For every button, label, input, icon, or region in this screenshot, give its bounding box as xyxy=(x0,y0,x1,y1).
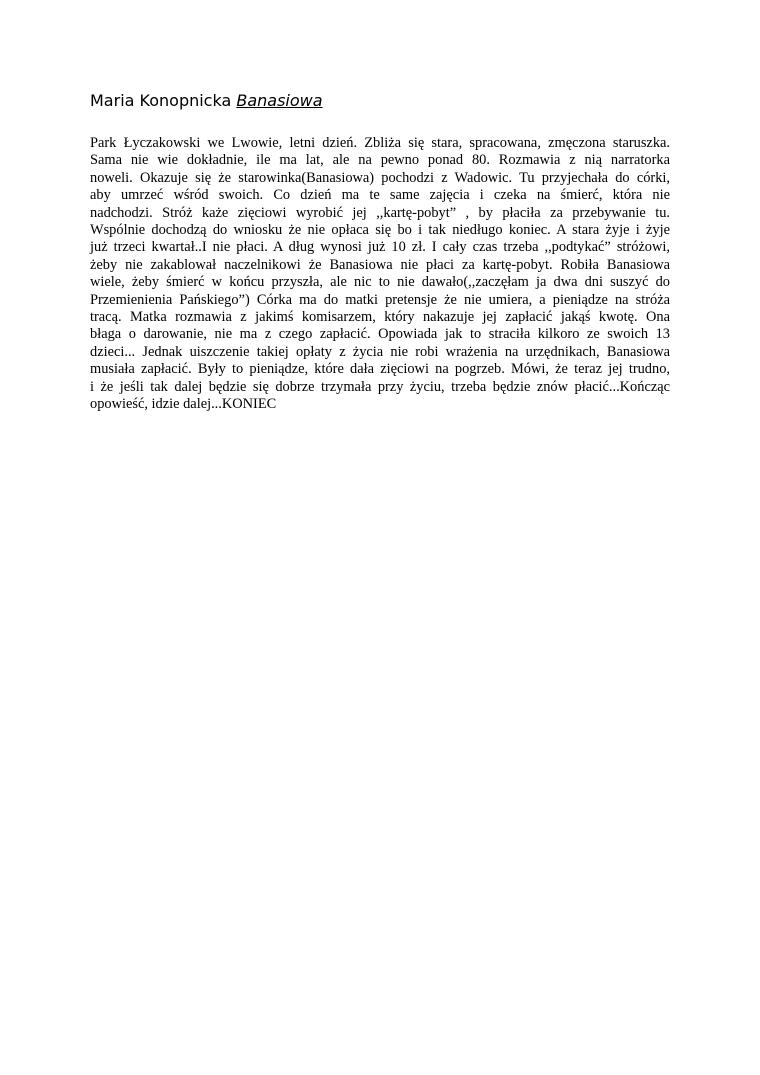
paragraph-line: noweli. Okazuje się że starowinka(Banasiowa) pochodzi z Wadowic. Tu przyjechała do córki, xyxy=(90,169,670,186)
paragraph-line: błaga o darowanie, nie ma z czego zapłacić. Opowiada jak to straciła kilkoro ze swoich 13 xyxy=(90,326,670,343)
paragraph-line: opowieść, idzie dalej...KONIEC xyxy=(90,396,277,413)
paragraph-line: tracą. Matka rozmawia z jakimś komisarzem, który nakazuje jej zapłacić jakąś kwotę. Ona xyxy=(90,309,670,326)
summary-paragraph xyxy=(90,135,670,414)
paragraph-line: Park Łyczakowski we Lwowie, letni dzień. Zbliża się stara, spracowana, zmęczona staruszka. xyxy=(90,135,670,151)
paragraph-line: musiała zapłacić. Były to pieniądze, które dała zięciowi na pogrzeb. Mówi, że teraz jej trudno, xyxy=(90,361,670,378)
paragraph-line: Wspólnie dochodzą do wniosku że nie opłaca się bo i tak niedługo koniec. A stara żyje i żyje xyxy=(90,222,670,239)
work-title: Banasiowa xyxy=(236,91,323,110)
author-name: Maria Konopnicka xyxy=(90,91,232,110)
paragraph-line: aby umrzeć wśród swoich. Co dzień ma te same zajęcia i czeka na śmierć, która nie xyxy=(90,187,670,204)
paragraph-line: nadchodzi. Stróż każe zięciowi wyrobić jej ,,kartę-pobyt” , by płaciła za przebywanie tu. xyxy=(90,204,670,221)
paragraph-line: żeby nie zakablował naczelnikowi że Banasiowa nie płaci za kartę-pobyt. Robiła Banasiowa xyxy=(90,256,670,273)
paragraph-line: Sama nie wie dokładnie, ile ma lat, ale na pewno ponad 80. Rozmawia z nią narratorka xyxy=(90,152,670,169)
paragraph-line: już trzeci kwartał..I nie płaci. A dług wynosi już 10 zł. I cały czas trzeba ,,podtykać” stróżowi, xyxy=(90,239,670,256)
document-heading xyxy=(90,90,323,112)
paragraph-line: i że jeśli tak dalej będzie się dobrze trzymała przy życiu, trzeba będzie znów płacić...Kończąc xyxy=(90,378,670,395)
paragraph-line: wiele, żeby śmierć w końcu przyszła, ale nic to nie dawało(,,zaczęłam ja dwa dni suszyć do xyxy=(90,274,670,291)
paragraph-line: dzieci... Jednak uiszczenie takiej opłaty z życia nie robi wrażenia na urzędnikach, Banasiowa xyxy=(90,343,670,360)
paragraph-line: Przemienienia Pańskiego”) Córka ma do matki pretensje że nie umiera, a pieniądze na stróża xyxy=(90,291,670,308)
